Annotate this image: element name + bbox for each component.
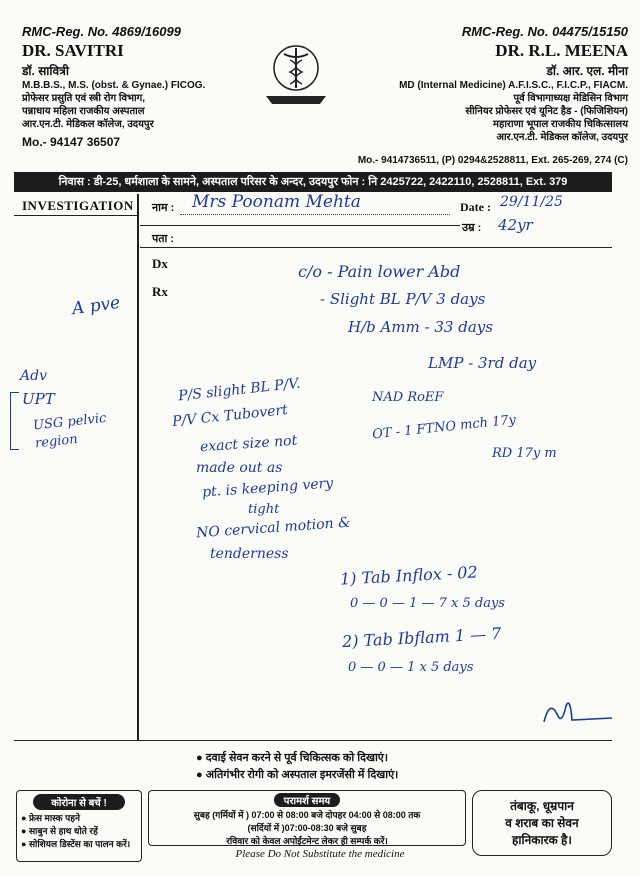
right-doctor-header xyxy=(328,24,628,144)
age-label: उम्र : xyxy=(462,222,482,234)
instruction-1-text: दवाई सेवन करने से पूर्व चिकित्सक को दिखाएं। xyxy=(205,752,389,764)
hw-patient-name: Mrs Poonam Mehta xyxy=(192,192,361,212)
signature-icon xyxy=(540,694,616,730)
investigation-underline xyxy=(14,215,138,216)
timing-line-3: रविवार को केवल अपोईंटमेन्ट लेकर ही सम्पर्क करें। xyxy=(226,836,388,846)
right-doctor-name: DR. R.L. MEENA xyxy=(495,41,628,60)
address-row-divider xyxy=(140,247,612,248)
hw-complaint-2: - Slight BL P/V 3 days xyxy=(320,290,486,308)
tobacco-line-3: हानिकारक है। xyxy=(512,833,572,847)
timing-title: परामर्श समय xyxy=(274,793,340,807)
right-line3: महाराणा भूपाल राजकीय चिकित्सालय xyxy=(493,119,628,130)
hw-tab-1-dose: 0 — 0 — 1 — 7 x 5 days xyxy=(350,596,505,611)
right-reg-number: RMC-Reg. No. 04475/15150 xyxy=(461,24,628,39)
hw-upt: UPT xyxy=(22,390,55,408)
hw-adv: Adv xyxy=(20,368,47,384)
corona-item-1: ● फ्रेस मास्क पहने xyxy=(21,813,80,823)
hw-exact: exact size not xyxy=(199,432,298,456)
left-doctor-name: DR. SAVITRI xyxy=(22,41,124,60)
tobacco-line-1: तंबाकू, धूम्रपान xyxy=(510,799,574,813)
corona-item-3-text: सोशियल डिस्टेंस का पालन करें। xyxy=(28,839,131,849)
hw-age: 42yr xyxy=(498,216,533,234)
hw-ps: P/S slight BL P/V. xyxy=(177,375,302,405)
hw-bracket xyxy=(10,392,19,450)
hw-pv: P/V Cx Tubovert xyxy=(171,401,289,431)
corona-item-2-text: साबुन से हाथ धोते रहें xyxy=(28,826,98,836)
corona-title: कोरोना से बचें ! xyxy=(33,794,125,810)
hw-rd: RD 17y m xyxy=(492,446,557,461)
right-doctor-name-hindi: डॉ. आर. एल. मीना xyxy=(546,64,628,78)
tobacco-box xyxy=(472,790,612,856)
bottom-divider xyxy=(14,740,612,741)
hw-tight: tight xyxy=(248,502,280,517)
left-line1: प्रोफेसर प्रसुति एवं स्त्री रोग विभाग, xyxy=(22,93,146,104)
caduceus-emblem-icon xyxy=(262,40,330,108)
left-line3: आर.एन.टी. मेडिकल कॉलेज, उदयपुर xyxy=(22,119,154,130)
hw-no-cervical: NO cervical motion & xyxy=(195,514,352,542)
name-row-divider xyxy=(140,225,460,226)
address-band: निवास : डी-25, धर्मशाला के सामने, अस्पताल परिसर के अन्दर, उदयपुर फोन : नि 2425722, 2422110, 2528811, Ext. 379 xyxy=(14,172,612,192)
instruction-2: ● अतिगंभीर रोगी को अस्पताल इमरजेंसी में दिखाएं। xyxy=(196,769,399,781)
hw-usg: USG pelvic region xyxy=(32,410,108,452)
hw-pt-keeping: pt. is keeping very xyxy=(201,475,334,501)
investigation-heading: INVESTIGATION xyxy=(22,198,134,213)
right-line2: सीनियर प्रोफेसर एवं यूनिट हैड - (फिजिशियन) xyxy=(465,106,628,117)
instruction-2-text: अतिगंभीर रोगी को अस्पताल इमरजेंसी में दिखाएं। xyxy=(205,769,399,781)
right-line1: पूर्व विभागाध्यक्ष मेडिसिन विभाग xyxy=(513,93,628,104)
hw-tenderness: tenderness xyxy=(210,546,289,562)
name-label: नाम : xyxy=(152,202,175,214)
hw-lmp: LMP - 3rd day xyxy=(428,354,537,372)
tobacco-line-2: व शराब का सेवन xyxy=(505,816,579,830)
left-doctor-header xyxy=(22,24,272,149)
timing-line-2: (सर्दियों में )07:00-08:30 बजे सुबह xyxy=(247,823,367,833)
hw-complaint-1: c/o - Pain lower Abd xyxy=(298,262,461,281)
right-line4: आर.एन.टी. मेडिकल कॉलेज, उदयपुर xyxy=(496,132,628,143)
left-line2: पन्नाधाय महिला राजकीय अस्पताल xyxy=(22,106,145,117)
right-mobile: Mo.- 9414736511, (P) 0294&2528811, Ext. 265-269, 274 (C) xyxy=(357,155,628,166)
corona-item-1-text: फ्रेस मास्क पहने xyxy=(28,813,80,823)
hw-history: H/b Amm - 33 days xyxy=(348,318,493,336)
corona-item-3: ● सोशियल डिस्टेंस का पालन करें। xyxy=(21,839,131,849)
right-qualification: MD (Internal Medicine) A.F.I.S.C., F.I.C.P., FIACM. xyxy=(399,80,628,91)
rx-symbol: Rx xyxy=(152,284,168,299)
date-label: Date : xyxy=(460,200,491,214)
column-divider xyxy=(137,194,139,740)
instruction-1: ● दवाई सेवन करने से पूर्व चिकित्सक को दिखाएं। xyxy=(196,752,389,764)
hw-date: 29/11/25 xyxy=(500,194,563,210)
footer-note: Please Do Not Substitute the medicine xyxy=(235,848,405,860)
timing-line-1: सुबह (गर्मियों में ) 07:00 से 08:00 बजे दोपहर 04:00 से 08:00 तक xyxy=(193,810,421,820)
hw-nad: NAD RoEF xyxy=(372,390,444,405)
left-qualification: M.B.B.S., M.S. (obst. & Gynae.) FICOG. xyxy=(22,80,206,91)
dx-symbol: Dx xyxy=(152,256,168,271)
hw-apve: A pve xyxy=(70,292,122,320)
hw-made-out: made out as xyxy=(196,460,283,476)
name-line xyxy=(180,214,450,216)
left-mobile: Mo.- 94147 36507 xyxy=(22,135,121,149)
left-reg-number: RMC-Reg. No. 4869/16099 xyxy=(22,24,181,39)
hw-ot: OT - 1 FTNO mch 17y xyxy=(371,412,517,443)
hw-tab-2: 2) Tab Ibflam 1 — 7 xyxy=(341,623,502,652)
hw-tab-1: 1) Tab Inflox - 02 xyxy=(339,562,479,589)
address-label: पता : xyxy=(152,233,175,245)
corona-item-2: ● साबुन से हाथ धोते रहें xyxy=(21,826,98,836)
hw-tab-2-dose: 0 — 0 — 1 x 5 days xyxy=(348,660,474,675)
timing-box xyxy=(148,790,466,846)
left-doctor-name-hindi: डॉ. सावित्री xyxy=(22,64,69,78)
